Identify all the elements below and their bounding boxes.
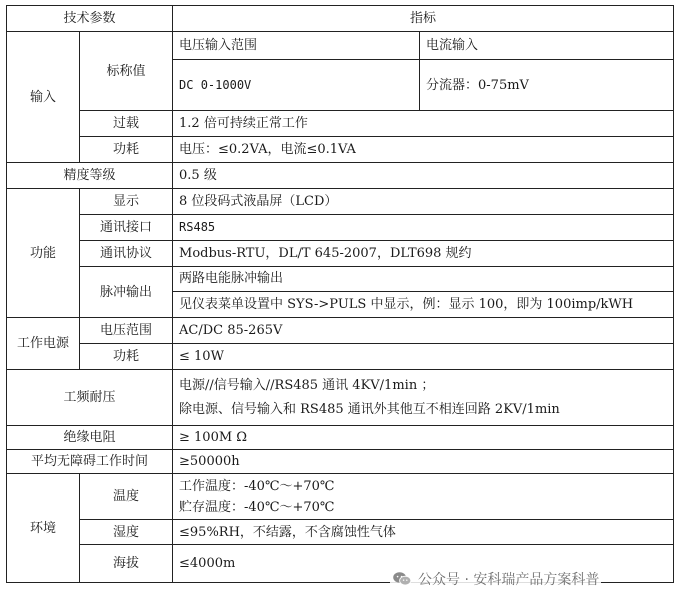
display-value: 8 位段码式液晶屏（LCD） <box>173 189 674 215</box>
current-head: 电流输入 <box>420 32 674 60</box>
function-group-label: 功能 <box>7 189 80 318</box>
table-row <box>7 370 674 426</box>
pulse-label: 脉冲输出 <box>80 267 173 318</box>
temperature-line-2: 贮存温度：-40℃～+70℃ <box>179 499 335 515</box>
accuracy-value: 0.5 级 <box>173 163 674 189</box>
comm-protocol-value: Modbus-RTU，DL/T 645-2007，DLT698 规约 <box>173 241 674 267</box>
altitude-label: 海拔 <box>80 545 173 583</box>
mtbf-label: 平均无障碍工作时间 <box>7 450 173 474</box>
consumption-value: ≤ 10W <box>173 344 674 370</box>
table-row <box>7 137 674 163</box>
spec-table <box>6 5 674 583</box>
temperature-line-1: 工作温度：-40℃～+70℃ <box>179 478 335 494</box>
insulation-label: 绝缘电阻 <box>7 426 173 450</box>
humidity-label: 湿度 <box>80 520 173 545</box>
comm-port-value: RS485 <box>173 215 674 241</box>
comm-protocol-label: 通讯协议 <box>80 241 173 267</box>
table-row <box>7 111 674 137</box>
watermark-text: 公众号 · 安科瑞产品方案科普 <box>418 572 600 588</box>
input-power-value: 电压：≤0.2VA，电流≤0.1VA <box>173 137 674 163</box>
pulse-line-1: 两路电能脉冲输出 <box>173 267 673 292</box>
table-row <box>7 474 674 520</box>
withstand-line-2: 除电源、信号输入和 RS485 通讯外其他互不相连回路 2KV/1min <box>179 401 560 417</box>
table-row <box>7 215 674 241</box>
voltage-value: DC 0-1000V <box>173 60 420 111</box>
wechat-icon <box>392 571 412 587</box>
overload-label: 过载 <box>80 111 173 137</box>
table-row <box>7 318 674 344</box>
insulation-value: ≥ 100M Ω <box>173 426 674 450</box>
range-label: 电压范围 <box>80 318 173 344</box>
withstand-line-1: 电源//信号输入//RS485 通讯 4KV/1min ； <box>179 377 435 393</box>
input-group-label: 输入 <box>7 32 80 163</box>
table-row <box>7 520 674 545</box>
table-row <box>7 241 674 267</box>
range-value: AC/DC 85-265V <box>173 318 674 344</box>
current-value: 分流器：0-75mV <box>420 60 674 111</box>
display-label: 显示 <box>80 189 173 215</box>
table-row <box>7 426 674 450</box>
altitude-value: ≤4000m <box>173 545 674 583</box>
table-row <box>7 450 674 474</box>
comm-port-label: 通讯接口 <box>80 215 173 241</box>
voltage-head: 电压输入范围 <box>173 32 420 60</box>
power-supply-group-label: 工作电源 <box>7 318 80 370</box>
table-row <box>7 32 674 60</box>
mtbf-value: ≥50000h <box>173 450 674 474</box>
header-param: 技术参数 <box>7 6 173 32</box>
pulse-line-2: 见仪表菜单设置中 SYS->PULS 中显示，例：显示 100，即为 100imp/kWH <box>179 297 634 312</box>
watermark <box>390 568 601 590</box>
input-power-label: 功耗 <box>80 137 173 163</box>
table-row <box>7 344 674 370</box>
overload-value: 1.2 倍可持续正常工作 <box>173 111 674 137</box>
temperature-label: 温度 <box>80 474 173 520</box>
header-spec: 指标 <box>173 6 674 32</box>
humidity-value: ≤95%RH，不结露，不含腐蚀性气体 <box>173 520 674 545</box>
withstand-label: 工频耐压 <box>7 370 173 426</box>
header-row <box>7 6 674 32</box>
environment-group-label: 环境 <box>7 474 80 583</box>
table-row <box>7 163 674 189</box>
table-row <box>7 189 674 215</box>
nominal-label: 标称值 <box>80 32 173 111</box>
table-row <box>7 267 674 318</box>
consumption-label: 功耗 <box>80 344 173 370</box>
accuracy-label: 精度等级 <box>7 163 173 189</box>
